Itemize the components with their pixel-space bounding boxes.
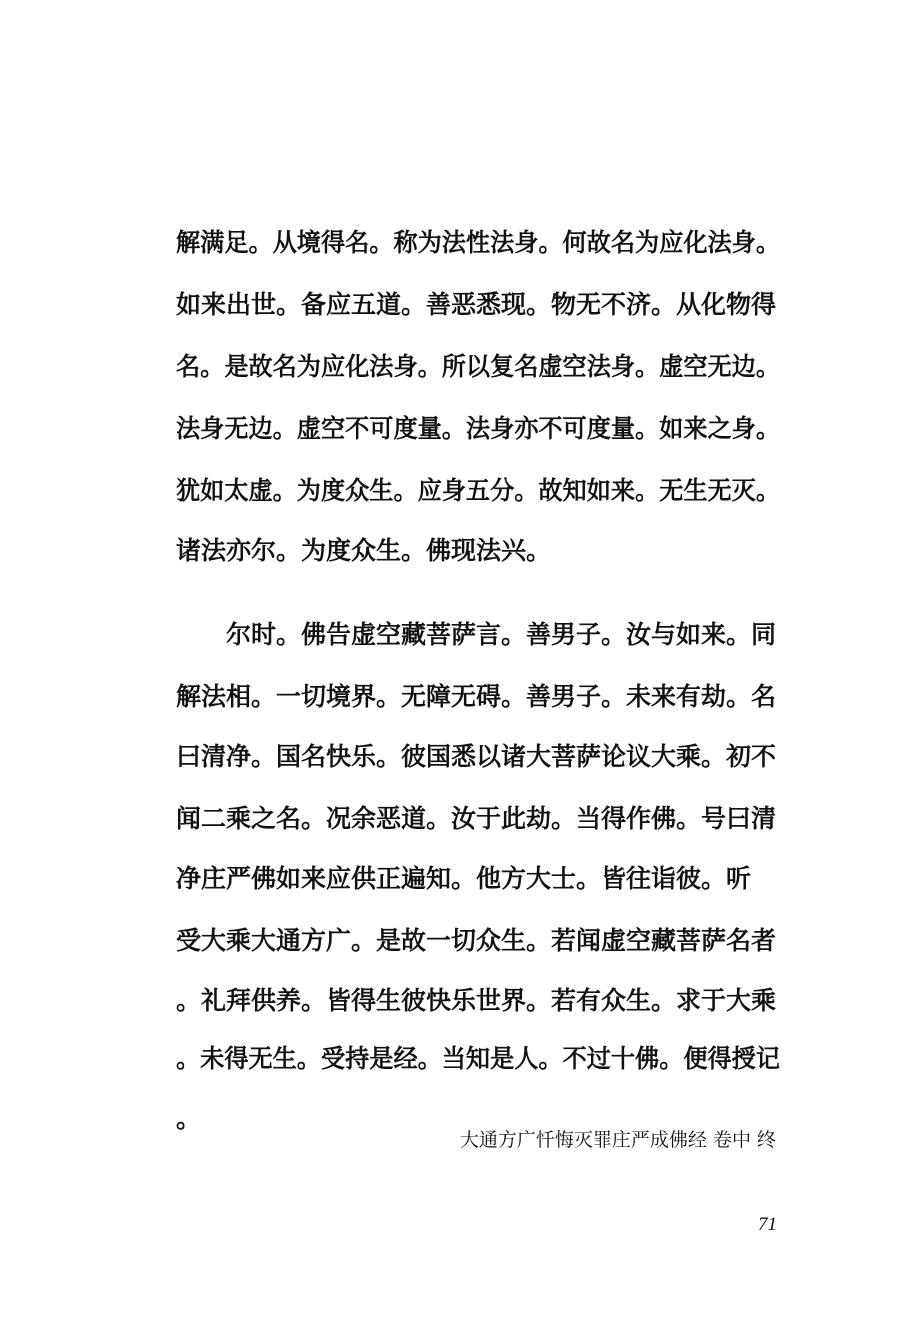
text-line: 犹如太虚。为度众生。应身五分。故知如来。无生无灭。 <box>176 476 781 505</box>
text-line: 尔时。佛告虚空藏菩萨言。善男子。汝与如来。同 <box>226 620 777 649</box>
page-number: 71 <box>758 1214 777 1235</box>
text-line: 。未得无生。受持是经。当知是人。不过十佛。便得授记 <box>176 1044 781 1073</box>
text-line: 净庄严佛如来应供正遍知。他方大士。皆往诣彼。听 <box>176 864 752 893</box>
text-line: 。 <box>176 1104 202 1133</box>
text-line: 受大乘大通方广。是故一切众生。若闻虚空藏菩萨名者 <box>176 926 777 955</box>
text-line: 闻二乘之名。况余恶道。汝于此劫。当得作佛。号曰清 <box>176 804 777 833</box>
text-line: 。礼拜供养。皆得生彼快乐世界。若有众生。求于大乘 <box>176 986 777 1015</box>
text-line: 名。是故名为应化法身。所以复名虚空法身。虚空无边。 <box>176 352 781 381</box>
text-line: 解满足。从境得名。称为法性法身。何故名为应化法身。 <box>176 228 781 257</box>
text-line: 法身无边。虚空不可度量。法身亦不可度量。如来之身。 <box>176 414 781 443</box>
text-line: 诸法亦尔。为度众生。佛现法兴。 <box>176 536 552 565</box>
text-line: 如来出世。备应五道。善恶悉现。物无不济。从化物得 <box>176 290 777 319</box>
text-line: 解法相。一切境界。无障无碍。善男子。未来有劫。名 <box>176 682 777 711</box>
colophon: 大通方广忏悔灭罪庄严成佛经 卷中 终 <box>459 1129 776 1151</box>
text-line: 曰清净。国名快乐。彼国悉以诸大菩萨论议大乘。初不 <box>176 742 777 771</box>
